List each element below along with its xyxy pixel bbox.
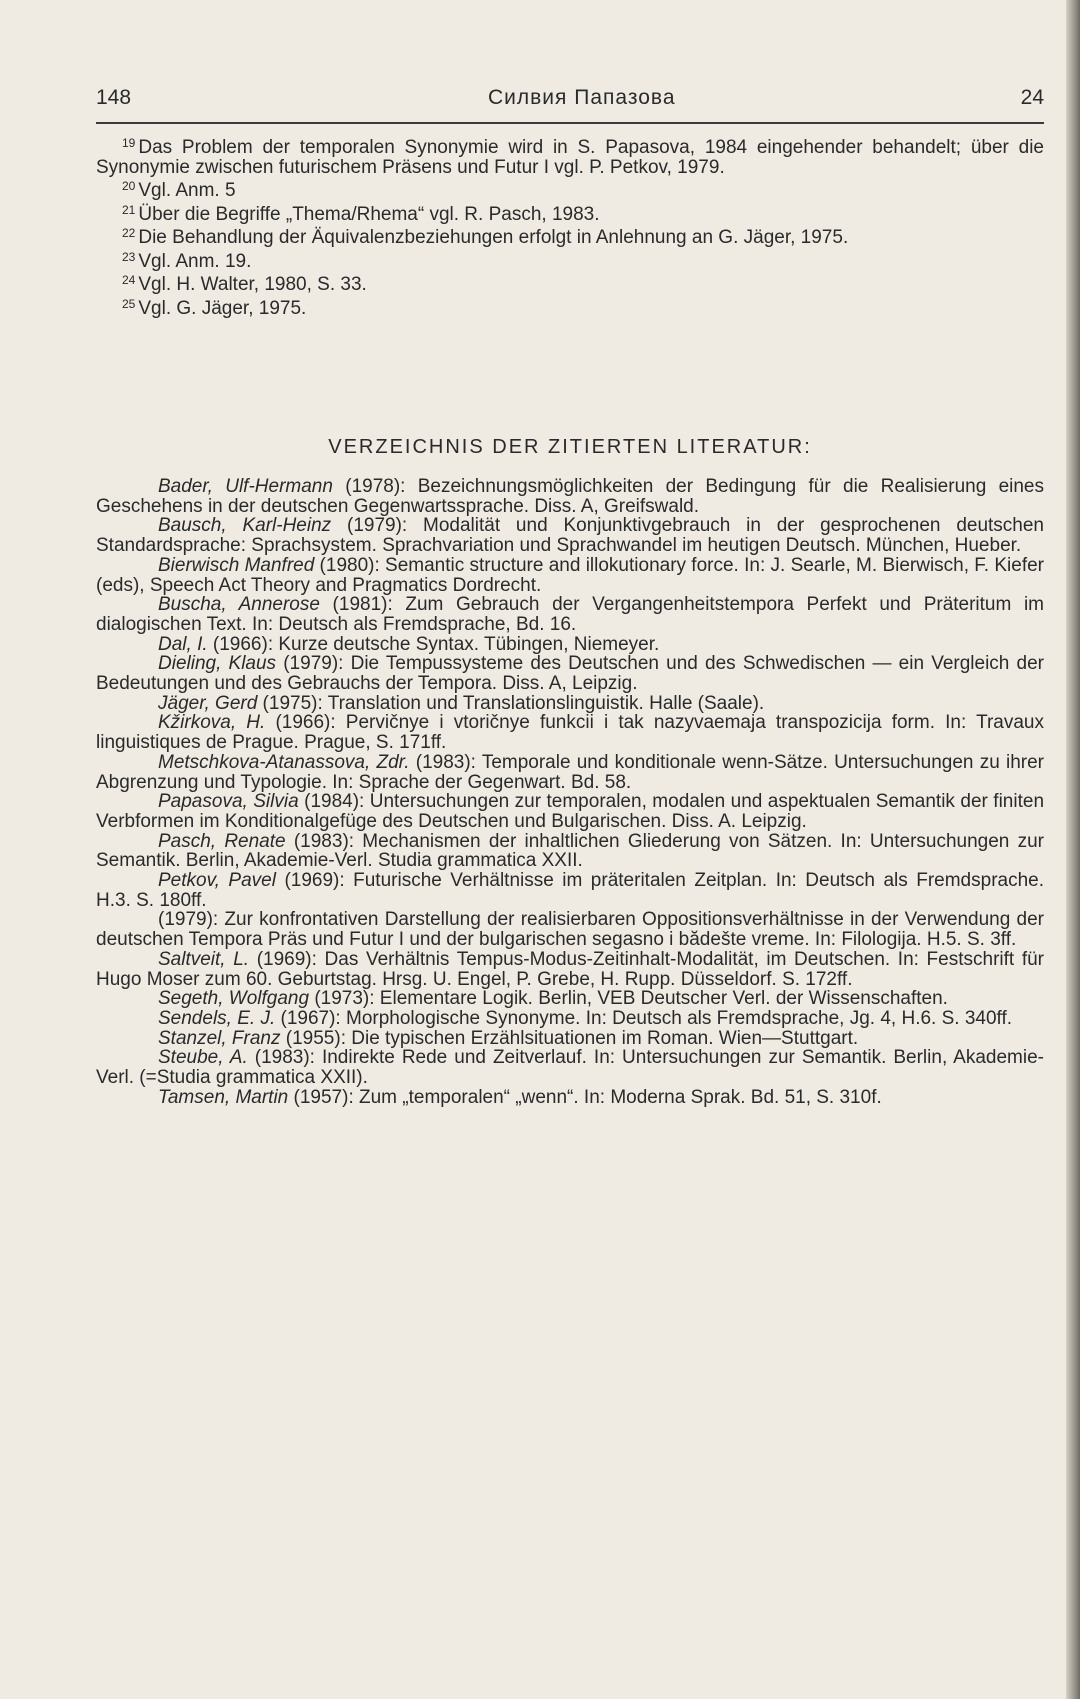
bibliography-entry bbox=[96, 910, 1044, 949]
entry-text: (1979): Modalität und Konjunktivgebrauch in der gesprochenen deutschen Standardsprache: Sprachsystem. Sprachvariation und Sprachwandel im heutigen Deutsch. München, Hueber. bbox=[96, 515, 1044, 557]
section-number: 24 bbox=[1020, 86, 1044, 109]
entry-author: Papasova, Silvia bbox=[158, 791, 299, 813]
footnote bbox=[96, 134, 1044, 177]
footnote-number: 23 bbox=[122, 249, 136, 264]
footnote-text: Vgl. Anm. 19. bbox=[138, 250, 252, 272]
footnote bbox=[96, 295, 1044, 319]
footnote-text: Vgl. G. Jäger, 1975. bbox=[138, 297, 307, 319]
bibliography-entry bbox=[96, 950, 1044, 989]
entry-text: (1969): Das Verhältnis Tempus-Modus-Zeitinhalt-Modalität, im Deutschen. In: Festschrift für Hugo Moser zum 60. Geburtstag. Hrsg. U. Engel, P. Grebe, H. Rupp. Düsseldorf. S. 172ff. bbox=[96, 948, 1044, 990]
footnote bbox=[96, 177, 1044, 201]
bibliography-entry bbox=[96, 871, 1044, 910]
entry-author: Tamsen, Martin bbox=[158, 1086, 289, 1108]
footnote bbox=[96, 248, 1044, 272]
entry-text: (1973): Elementare Logik. Berlin, VEB Deutscher Verl. der Wissenschaften. bbox=[309, 988, 948, 1010]
bibliography-entry bbox=[96, 832, 1044, 871]
footnote-text: Vgl. Anm. 5 bbox=[138, 180, 236, 201]
bibliography-entry bbox=[96, 1048, 1044, 1087]
bibliography-entry bbox=[96, 1009, 1044, 1029]
entry-text: (1981): Zum Gebrauch der Vergangenheitstempora Perfekt und Präteritum im dialogischen Text. In: Deutsch als Fremdsprache, Bd. 16. bbox=[96, 594, 1044, 635]
footnote-text: Die Behandlung der Äquivalenzbeziehungen erfolgt in Anlehnung an G. Jäger, 1975. bbox=[138, 227, 849, 248]
bibliography-entry bbox=[96, 556, 1044, 595]
footnote bbox=[96, 224, 1044, 248]
entry-author: Petkov, Pavel bbox=[158, 870, 276, 892]
footnote-number: 19 bbox=[122, 136, 136, 150]
entry-author: Saltveit, L. bbox=[158, 948, 250, 970]
entry-author: Bader, Ulf-Hermann bbox=[158, 476, 333, 497]
entry-text: (1966): Kurze deutsche Syntax. Tübingen, Niemeyer. bbox=[207, 633, 660, 655]
bibliography-entry bbox=[96, 477, 1044, 516]
bibliography-entry bbox=[96, 635, 1044, 655]
bibliography-heading: VERZEICHNIS DER ZITIERTEN LITERATUR: bbox=[328, 436, 812, 458]
footnote-number: 21 bbox=[122, 202, 136, 217]
footnotes bbox=[96, 134, 1044, 318]
bibliography-entry bbox=[96, 1088, 1044, 1108]
bibliography-entry bbox=[96, 654, 1044, 693]
entry-author: Buscha, Annerose bbox=[158, 594, 320, 616]
page-header bbox=[96, 86, 1044, 120]
entry-text: (1983): Temporale und konditionale wenn-Sätze. Untersuchungen zu ihrer Abgrenzung und Typologie. In: Sprache der Gegenwart. Bd. 58. bbox=[96, 751, 1044, 793]
entry-author: Bausch, Karl-Heinz bbox=[158, 515, 332, 537]
footnote-number: 20 bbox=[122, 179, 136, 193]
page-number: 148 bbox=[96, 86, 132, 109]
bibliography-entry bbox=[96, 753, 1044, 792]
bibliography bbox=[96, 477, 1044, 1108]
bibliography-entry bbox=[96, 989, 1044, 1009]
bibliography-entry bbox=[96, 713, 1044, 752]
footnote-number: 22 bbox=[122, 226, 136, 240]
bibliography-entry bbox=[96, 1029, 1044, 1049]
entry-author: Kžirkova, H. bbox=[158, 712, 266, 734]
entry-author: Jäger, Gerd bbox=[158, 692, 258, 714]
footnote-text: Das Problem der temporalen Synonymie wird in S. Papasova, 1984 eingehender behandelt; über die Synonymie zwischen futurischem Präsens und Futur I vgl. P. Petkov, 1979. bbox=[96, 137, 1044, 178]
entry-text: (1984): Untersuchungen zur temporalen, modalen und aspektualen Semantik der finiten Verbformen im Konditionalgefüge des Deutschen und Bulgarischen. Diss. A. Leipzig. bbox=[96, 791, 1045, 832]
entry-author: Steube, A. bbox=[158, 1047, 248, 1069]
entry-author: Pasch, Renate bbox=[158, 830, 286, 852]
entry-text: (1979): Zur konfrontativen Darstellung der realisierbaren Oppositionsverhältnisse in der Verwendung der deutschen Tempora Präs und Futur I und der bulgarischen segasno i bădešte vreme. In: Filologija. H.5. S. 3ff. bbox=[96, 909, 1044, 951]
page-edge-shadow bbox=[1066, 0, 1080, 1699]
entry-author: Metschkova-Atanassova, Zdr. bbox=[158, 751, 410, 773]
entry-text: (1957): Zum „temporalen“ „wenn“. In: Moderna Sprak. Bd. 51, S. 310f. bbox=[288, 1086, 882, 1108]
entry-author: Segeth, Wolfgang bbox=[158, 988, 310, 1010]
entry-text: (1983): Mechanismen der inhaltlichen Gliederung von Sätzen. In: Untersuchungen zur Semantik. Berlin, Akademie-Verl. Studia grammatica XXII. bbox=[96, 830, 1044, 872]
bibliography-entry bbox=[96, 792, 1044, 831]
footnote-number: 24 bbox=[122, 273, 136, 287]
entry-author: Dal, I. bbox=[158, 633, 208, 655]
header-rule bbox=[96, 122, 1044, 124]
entry-text: (1979): Die Tempussysteme des Deutschen und des Schwedischen — ein Vergleich der Bedeutungen und des Gebrauchs der Tempora. Diss. A, Leipzig. bbox=[96, 653, 1044, 695]
bibliography-entry bbox=[96, 694, 1044, 714]
entry-author: Stanzel, Franz bbox=[158, 1027, 281, 1049]
entry-text: (1983): Indirekte Rede und Zeitverlauf. In: Untersuchungen zur Semantik. Berlin, Akademie-Verl. (=Studia grammatica XXII). bbox=[96, 1047, 1044, 1089]
entry-text: (1978): Bezeichnungsmöglichkeiten der Bedingung für die Realisierung eines Geschehens in der deutschen Gegenwartssprache. Diss. A, Greifswald. bbox=[96, 476, 1044, 517]
entry-author: Dieling, Klaus bbox=[158, 653, 277, 675]
running-head: Силвия Папазова bbox=[488, 86, 676, 109]
entry-author: Sendels, E. J. bbox=[158, 1007, 276, 1029]
bibliography-entry bbox=[96, 595, 1044, 634]
entry-text: (1969): Futurische Verhältnisse im präteritalen Zeitplan. In: Deutsch als Fremdsprache. H.3. S. 180ff. bbox=[96, 870, 1044, 911]
bibliography-entry bbox=[96, 516, 1044, 555]
entry-text: (1980): Semantic structure and illokutionary force. In: J. Searle, M. Bierwisch, F. Kiefer (eds), Speech Act Theory and Pragmatics Dordrecht. bbox=[96, 554, 1044, 596]
footnote bbox=[96, 201, 1044, 225]
entry-text: (1955): Die typischen Erzählsituationen im Roman. Wien—Stuttgart. bbox=[280, 1027, 859, 1049]
footnote-text: Über die Begriffe „Thema/Rhema“ vgl. R. Pasch, 1983. bbox=[138, 203, 600, 225]
entry-author: Bierwisch Manfred bbox=[158, 554, 315, 576]
entry-text: (1967): Morphologische Synonyme. In: Deutsch als Fremdsprache, Jg. 4, H.6. S. 340ff. bbox=[275, 1007, 1013, 1029]
entry-text: (1966): Pervičnye i vtoričnye funkcii i tak nazyvaemaja transpozicija form. In: Travaux linguistiques de Prague. Prague, S. 171ff. bbox=[96, 712, 1044, 754]
footnote bbox=[96, 271, 1044, 295]
entry-text: (1975): Translation und Translationslinguistik. Halle (Saale). bbox=[257, 692, 765, 714]
footnote-text: Vgl. H. Walter, 1980, S. 33. bbox=[138, 274, 367, 295]
footnote-number: 25 bbox=[122, 296, 136, 311]
